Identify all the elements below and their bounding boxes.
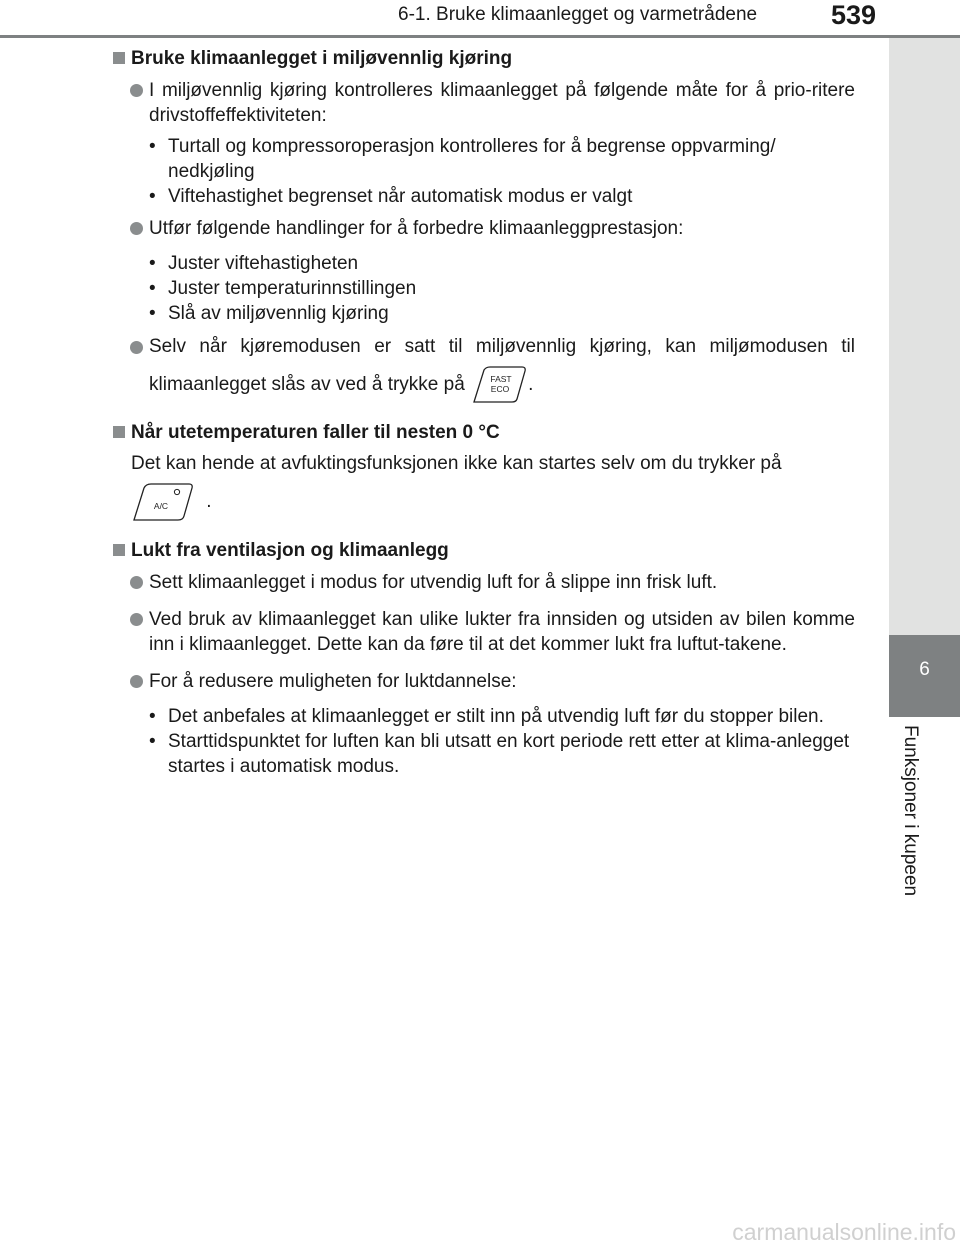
list-item: • Det anbefales at klimaanlegget er stilt inn på utvendig luft før du stopper bilen. — [149, 706, 824, 728]
chapter-number: 6 — [919, 659, 930, 680]
section-heading: Bruke klimaanlegget i miljøvennlig kjøring — [113, 46, 855, 71]
watermark: carmanualsonline.info — [732, 1219, 956, 1245]
header-rule — [0, 35, 960, 38]
circle-bullet-icon — [130, 222, 143, 235]
bullet-item: Selv når kjøremodusen er satt til miljøvennlig kjøring, kan miljømodusen til klimaanlegget slås av ved å trykke på FAST ECO . — [113, 328, 855, 404]
square-bullet-icon — [113, 52, 125, 64]
section-heading: Lukt fra ventilasjon og klimaanlegg — [113, 538, 855, 563]
bullet-item: For å redusere muligheten for luktdannelse: — [113, 669, 855, 694]
bullet-item: Sett klimaanlegget i modus for utvendig luft for å slippe inn frisk luft. — [113, 570, 855, 595]
list-item: • Juster viftehastigheten — [149, 253, 359, 274]
square-bullet-icon — [113, 426, 125, 438]
list-item: • Slå av miljøvennlig kjøring — [149, 303, 389, 324]
section-temperature — [113, 420, 855, 522]
list-item: • Turtall og kompressoroperasjon kontrolleres for å begrense oppvarming/ nedkjøling — [149, 136, 776, 182]
circle-bullet-icon — [130, 84, 143, 97]
ac-label: A/C — [153, 501, 169, 512]
square-bullet-icon — [113, 544, 125, 556]
bullet-item: Ved bruk av klimaanlegget kan ulike lukter fra innsiden og utsiden av bilen komme inn i klimaanlegget. Dette kan da føre til at det kommer lukt fra luftut-takene. — [113, 607, 855, 657]
list-item: • Juster temperaturinnstillingen — [149, 278, 417, 299]
eco-label: ECO — [490, 384, 510, 394]
circle-bullet-icon — [130, 613, 143, 626]
paragraph: Det kan hende at avfuktingsfunksjonen ikke kan startes selv om du trykker på — [131, 453, 782, 475]
list-item: • Viftehastighet begrenset når automatisk modus er valgt — [149, 186, 633, 207]
page-content — [113, 46, 855, 779]
sub-list — [113, 134, 855, 209]
fast-label: FAST — [490, 374, 512, 384]
fast-eco-button-icon — [470, 366, 528, 404]
sub-list — [113, 704, 855, 779]
bullet-item: Utfør følgende handlinger for å forbedre klimaanleggprestasjon: — [113, 216, 855, 241]
page-number: 539 — [831, 0, 877, 30]
list-item: • Starttidspunktet for luften kan bli utsatt en kort periode rett etter at klima-anlegget startes i automatisk modus. — [149, 731, 850, 778]
chapter-label: Funksjoner i kupeen — [900, 725, 921, 897]
ac-button-icon — [131, 482, 195, 522]
side-band — [889, 38, 960, 635]
section-heading: Når utetemperaturen faller til nesten 0 °C — [113, 420, 855, 445]
chapter-tab — [889, 635, 960, 717]
circle-bullet-icon — [130, 675, 143, 688]
sub-list — [113, 251, 855, 326]
circle-bullet-icon — [130, 341, 143, 354]
section-smell — [113, 538, 855, 779]
circle-bullet-icon — [130, 576, 143, 589]
bullet-item: I miljøvennlig kjøring kontrolleres klimaanlegget på følgende måte for å prio-ritere drivstoffeffektiviteten: — [113, 78, 855, 128]
ac-button-row: A/C . — [113, 482, 855, 522]
section-eco — [113, 46, 855, 404]
header-title: 6-1. Bruke klimaanlegget og varmetrådene — [398, 4, 758, 25]
